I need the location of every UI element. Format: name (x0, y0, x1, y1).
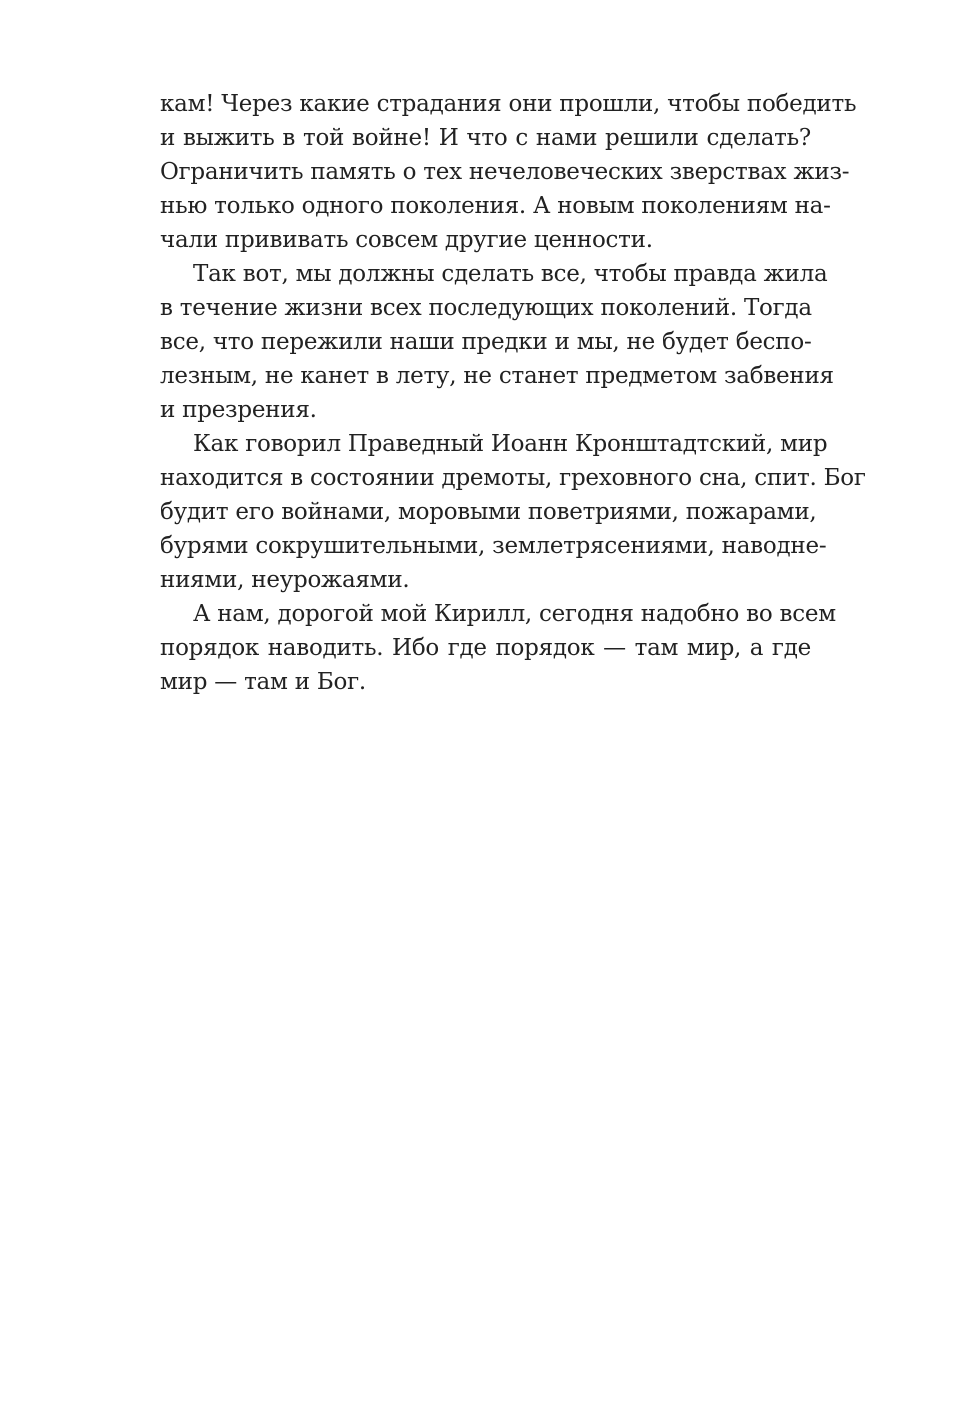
text-line: чали прививать совсем другие ценности. (160, 227, 653, 253)
paragraph-4 (160, 597, 836, 699)
text-line: Как говорил Праведный Иоанн Кронштадтский, мир (193, 431, 828, 457)
text-line: лезным, не канет в лету, не станет предметом забвения (160, 363, 834, 389)
text-line: находится в состоянии дремоты, греховного сна, спит. Бог (160, 465, 866, 491)
text-line: нью только одного поколения. А новым поколениям на- (160, 193, 831, 219)
text-line: ниями, неурожаями. (160, 567, 410, 593)
text-line: Так вот, мы должны сделать все, чтобы правда жила (193, 261, 828, 287)
text-line: в течение жизни всех последующих поколений. Тогда (160, 295, 812, 321)
text-line: все, что пережили наши предки и мы, не будет беспо- (160, 329, 812, 355)
paragraph-1 (160, 87, 857, 257)
text-line: порядок наводить. Ибо где порядок — там мир, а где (160, 635, 811, 661)
text-line: Ограничить память о тех нечеловеческих зверствах жиз- (160, 159, 850, 185)
paragraph-2 (160, 257, 834, 427)
text-line: и выжить в той войне! И что с нами решили сделать? (160, 125, 811, 151)
text-line: и презрения. (160, 397, 317, 423)
text-line: А нам, дорогой мой Кирилл, сегодня надобно во всем (193, 601, 836, 627)
paragraph-3 (160, 427, 866, 597)
text-line: будит его войнами, моровыми поветриями, пожарами, (160, 499, 817, 525)
page-body (160, 87, 866, 699)
text-line: кам! Через какие страдания они прошли, чтобы победить (160, 91, 857, 117)
text-line: бурями сокрушительными, землетрясениями, наводне- (160, 533, 827, 559)
text-line: мир — там и Бог. (160, 669, 366, 695)
